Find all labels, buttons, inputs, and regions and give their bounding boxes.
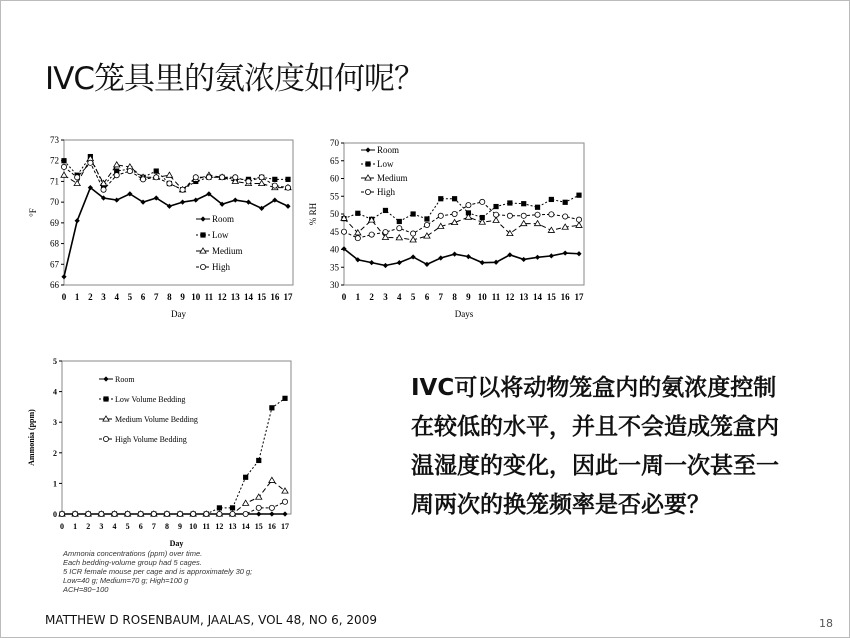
square-marker [397,219,402,224]
square-marker [411,211,416,216]
diamond-marker [193,197,198,202]
x-tick-label: 1 [73,522,78,531]
square-marker [424,216,429,221]
circle-marker [101,187,106,192]
x-tick-label: 17 [283,292,293,302]
series-low [341,193,581,224]
series-line [64,188,288,277]
diamond-marker [438,255,443,260]
circle-marker [88,160,93,165]
legend-label: Medium Volume Bedding [115,415,198,424]
source-citation: MATTHEW D ROSENBAUM, JAALAS, VOL 48, NO 6, 2009 [45,613,377,627]
legend-label: Low Volume Bedding [115,395,186,404]
diamond-marker [452,252,457,257]
charts [1,1,850,638]
circle-marker [204,511,209,516]
legend-label: Low [377,159,394,169]
triangle-marker [424,233,430,238]
circle-marker [200,264,205,269]
circle-marker [243,511,248,516]
square-marker [243,475,248,480]
circle-marker [73,511,78,516]
circle-marker [452,211,457,216]
series-line [64,163,288,190]
diamond-marker [246,200,251,205]
x-tick-label: 15 [257,292,267,302]
circle-marker [369,232,374,237]
triangle-marker [493,217,499,222]
circle-marker [365,189,370,194]
square-marker [563,200,568,205]
square-marker [383,208,388,213]
x-tick-label: 9 [466,292,471,302]
circle-marker [256,505,261,510]
x-tick-label: 11 [202,522,211,531]
series-low-volume-bedding [59,396,287,517]
x-tick-label: 5 [127,292,133,302]
square-marker [154,168,159,173]
diamond-marker [365,147,370,152]
y-tick-label: 65 [330,155,339,166]
circle-marker [269,505,274,510]
circle-marker [154,175,159,180]
x-tick-label: 3 [99,522,104,531]
x-tick-label: 8 [452,292,457,302]
x-tick-label: 17 [281,522,289,531]
square-marker [269,405,274,410]
legend-label: Medium [212,246,243,256]
y-tick-label: 71 [50,176,59,187]
legend-label: High [212,262,230,272]
y-axis-label: °F [28,208,38,217]
x-tick-label: 15 [254,522,263,531]
x-tick-label: 7 [438,292,444,302]
circle-marker [164,511,169,516]
triangle-marker [243,500,249,505]
triangle-marker [74,180,80,185]
x-tick-label: 9 [178,522,183,531]
x-tick-label: 4 [114,292,119,302]
square-marker [535,205,540,210]
caption-line: ACH=80~100 [63,585,109,594]
square-marker [230,505,235,510]
y-tick-label: 35 [330,262,339,273]
x-tick-label: 9 [180,292,185,302]
diamond-marker [200,216,205,221]
x-tick-label: 10 [189,522,198,531]
diamond-marker [256,511,261,516]
y-tick-label: 70 [50,197,59,208]
circle-marker [383,230,388,235]
x-tick-label: 7 [153,292,159,302]
circle-marker [114,173,119,178]
circle-marker [549,212,554,217]
x-tick-label: 3 [101,292,106,302]
circle-marker [246,179,251,184]
circle-marker [521,213,526,218]
x-tick-label: 8 [164,522,169,531]
x-tick-label: 14 [241,522,250,531]
y-tick-label: 72 [50,155,59,166]
y-tick-label: 0 [53,510,57,519]
legend-label: Low [212,230,229,240]
x-tick-label: 3 [383,292,388,302]
diamond-marker [563,250,568,255]
circle-marker [535,212,540,217]
y-axis-label: % RH [308,202,318,226]
circle-marker [493,212,498,217]
y-tick-label: 55 [330,191,339,202]
legend-label: High [377,187,395,197]
triangle-marker [114,162,120,167]
circle-marker [140,177,145,182]
chart-3 [27,357,291,548]
x-tick-label: 12 [505,292,515,302]
y-tick-label: 2 [53,448,57,458]
y-tick-label: 5 [53,357,57,366]
slide-title: IVC笼具里的氨浓度如何呢？ [45,61,424,97]
triangle-marker [282,488,288,493]
diamond-marker [114,197,119,202]
circle-marker [61,164,66,169]
square-marker [217,505,222,510]
square-marker [549,197,554,202]
x-tick-label: 1 [355,292,361,302]
x-tick-label: 16 [560,292,570,302]
y-tick-label: 73 [50,135,59,145]
x-tick-label: 7 [151,522,156,531]
x-tick-label: 11 [204,292,214,302]
y-tick-label: 67 [50,259,59,270]
x-tick-label: 0 [60,522,64,531]
x-tick-label: 5 [125,522,130,531]
series-line [344,195,579,221]
circle-marker [424,222,429,227]
diamond-marker [466,254,471,259]
series-line [62,502,285,514]
square-marker [285,177,290,182]
diamond-marker [233,197,238,202]
x-tick-label: 10 [191,292,201,302]
circle-marker [220,175,225,180]
series-room [341,246,581,268]
x-tick-label: 6 [140,292,146,302]
circle-marker [397,226,402,231]
triangle-marker [576,222,582,227]
diamond-marker [576,251,581,256]
circle-marker [576,217,581,222]
circle-marker [466,203,471,208]
chart-1 [28,135,293,319]
caption-line: Low=40 g; Medium=70 g; High=100 g [63,576,189,585]
diamond-marker [75,218,80,223]
y-tick-label: 1 [53,479,57,489]
series-high [61,160,290,192]
circle-marker [167,181,172,186]
diamond-marker [103,376,108,381]
square-marker [438,196,443,201]
series-line [344,217,579,240]
diamond-marker [285,204,290,209]
circle-marker [507,213,512,218]
y-tick-label: 30 [330,280,339,290]
series-line [344,249,579,266]
series-line [64,159,288,190]
diamond-marker [61,274,66,279]
x-tick-label: 6 [138,522,143,531]
circle-marker [285,185,290,190]
x-tick-label: 12 [217,292,227,302]
legend-label: Room [212,214,235,224]
square-marker [507,200,512,205]
square-marker [576,193,581,198]
circle-marker [177,511,182,516]
circle-marker [282,499,287,504]
body-text: IVC可以将动物笼盒内的氨浓度控制在较低的水平，并且不会造成笼盒内温湿度的变化，因此一周一次甚至一周两次的换笼频率是否必要？ [411,375,779,518]
square-marker [282,396,287,401]
x-axis-label: Days [454,309,474,319]
circle-marker [180,187,185,192]
x-tick-label: 11 [491,292,501,302]
triangle-marker [61,172,67,177]
series-room [61,185,290,279]
circle-marker [59,511,64,516]
x-tick-label: 8 [167,292,172,302]
square-marker [200,232,205,237]
diamond-marker [535,255,540,260]
x-tick-label: 16 [270,292,280,302]
circle-marker [75,175,80,180]
square-marker [256,458,261,463]
y-tick-label: 4 [53,387,57,397]
diamond-marker [480,260,485,265]
series-high [341,199,581,240]
x-axis-label: Day [169,539,184,548]
circle-marker [103,436,108,441]
series-line [62,480,285,514]
diamond-marker [282,511,287,516]
x-tick-label: 0 [61,292,67,302]
x-tick-label: 2 [88,292,93,302]
square-marker [355,211,360,216]
y-tick-label: 68 [50,238,59,249]
x-axis-label: Day [171,309,186,319]
x-tick-label: 2 [86,522,91,531]
circle-marker [217,511,222,516]
circle-marker [233,175,238,180]
x-tick-label: 10 [477,292,487,302]
circle-marker [259,175,264,180]
y-tick-label: 40 [330,244,339,255]
chart-2 [308,138,584,319]
x-tick-label: 2 [369,292,374,302]
circle-marker [438,213,443,218]
y-tick-label: 70 [330,138,339,148]
x-tick-label: 13 [519,292,529,302]
series-line [344,202,579,238]
diamond-marker [269,511,274,516]
x-tick-label: 1 [74,292,80,302]
x-tick-label: 17 [574,292,584,302]
circle-marker [151,511,156,516]
triangle-marker [256,494,262,499]
legend-label: Room [377,145,400,155]
y-tick-label: 45 [330,226,339,237]
legend-label: High Volume Bedding [115,435,187,444]
square-marker [61,158,66,163]
circle-marker [193,175,198,180]
diamond-marker [180,200,185,205]
x-tick-label: 14 [533,292,543,302]
square-marker [103,396,108,401]
square-marker [452,196,457,201]
circle-marker [138,511,143,516]
x-tick-label: 5 [410,292,416,302]
square-marker [521,201,526,206]
circle-marker [411,231,416,236]
x-tick-label: 16 [267,522,276,531]
circle-marker [86,511,91,516]
diamond-marker [549,253,554,258]
circle-marker [206,175,211,180]
square-marker [493,204,498,209]
chart-caption [63,549,252,594]
x-tick-label: 14 [243,292,253,302]
y-tick-label: 66 [50,280,59,290]
diamond-marker [521,257,526,262]
x-tick-label: 4 [397,292,402,302]
y-tick-label: 69 [50,217,59,228]
diamond-marker [383,263,388,268]
caption-line: 5 ICR female mouse per cage and is approximately 30 g; [63,567,253,576]
circle-marker [99,511,104,516]
circle-marker [125,511,130,516]
plot-area [64,140,293,285]
circle-marker [230,511,235,516]
x-tick-label: 13 [228,522,237,531]
square-marker [272,177,277,182]
x-tick-label: 4 [112,522,117,531]
triangle-marker [269,477,275,482]
circle-marker [127,168,132,173]
x-tick-label: 0 [341,292,347,302]
triangle-marker [534,220,540,225]
y-axis-label: Ammonia (ppm) [27,409,36,466]
triangle-marker [521,220,527,225]
circle-marker [112,511,117,516]
caption-line: Ammonia concentrations (ppm) over time. [63,549,203,558]
x-tick-label: 6 [424,292,430,302]
y-tick-label: 50 [330,209,339,219]
circle-marker [191,511,196,516]
caption-line: Each bedding-volume group had 5 cages. [63,558,202,567]
y-tick-label: 3 [53,418,57,428]
circle-marker [480,199,485,204]
triangle-marker [166,172,172,177]
triangle-marker [548,227,554,232]
y-tick-label: 60 [330,173,339,184]
legend-label: Medium [377,173,408,183]
diamond-marker [397,260,402,265]
diamond-marker [369,260,374,265]
circle-marker [355,236,360,241]
circle-marker [563,214,568,219]
x-tick-label: 13 [230,292,240,302]
circle-marker [341,229,346,234]
series-medium [341,214,582,242]
x-tick-label: 15 [546,292,556,302]
page-number: 18 [819,617,833,630]
circle-marker [272,183,277,188]
x-tick-label: 12 [215,522,224,531]
legend-label: Room [115,375,135,384]
square-marker [365,161,370,166]
